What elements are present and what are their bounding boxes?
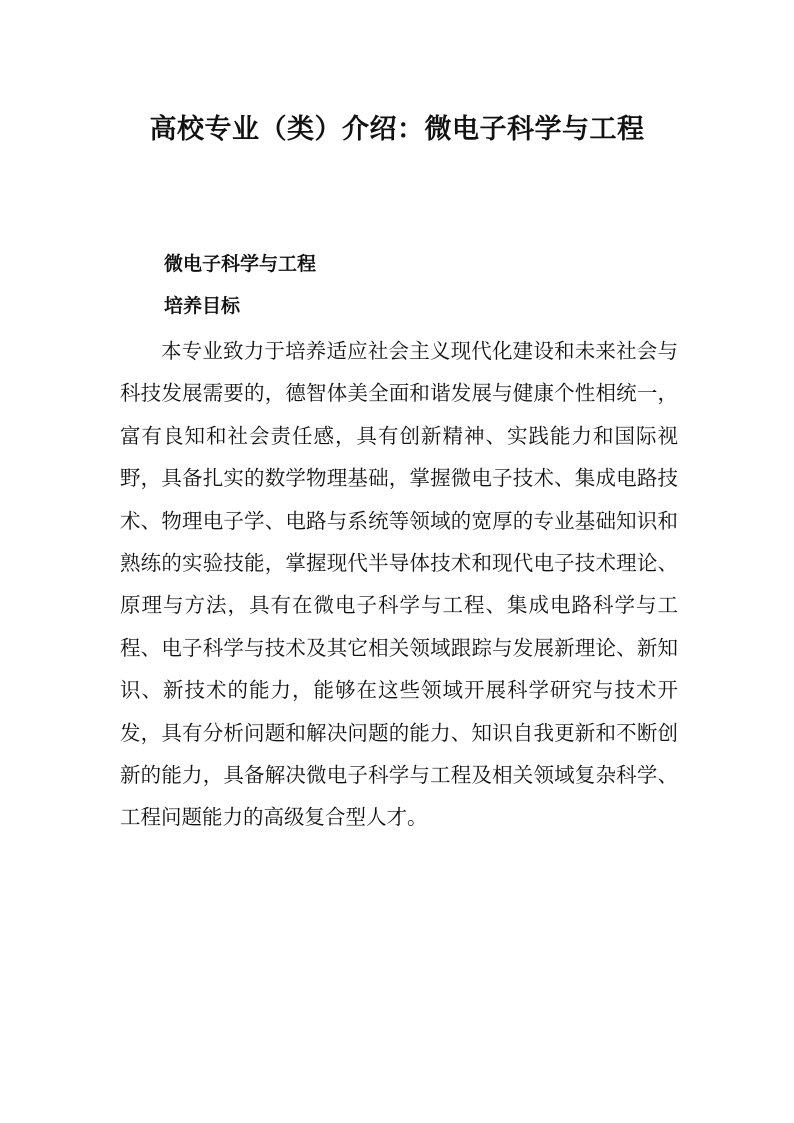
training-goal-paragraph: 本专业致力于培养适应社会主义现代化建设和未来社会与科技发展需要的，德智体美全面和谐发展与健康个性相统一，富有良知和社会责任感，具有创新精神、实践能力和国际视野，具备扎实的数学物理基础，掌握微电子技术、集成电路技术、物理电子学、电路与系统等领域的宽厚的专业基础知识和熟练的实验技能，掌握现代半导体技术和现代电子技术理论、原理与方法，具有在微电子科学与工程、集成电路科学与工程、电子科学与技术及其它相关领域跟踪与发展新理论、新知识、新技术的能力，能够在这些领域开展科学研究与技术开发，具有分析问题和解决问题的能力、知识自我更新和不断创新的能力，具备解决微电子科学与工程及相关领域复杂科学、工程问题能力的高级复合型人才。 (120, 339, 678, 830)
training-goal-heading: 培养目标 (164, 295, 241, 317)
document-title: 高校专业（类）介绍：微电子科学与工程 (149, 114, 645, 145)
major-name-heading: 微电子科学与工程 (164, 253, 317, 275)
